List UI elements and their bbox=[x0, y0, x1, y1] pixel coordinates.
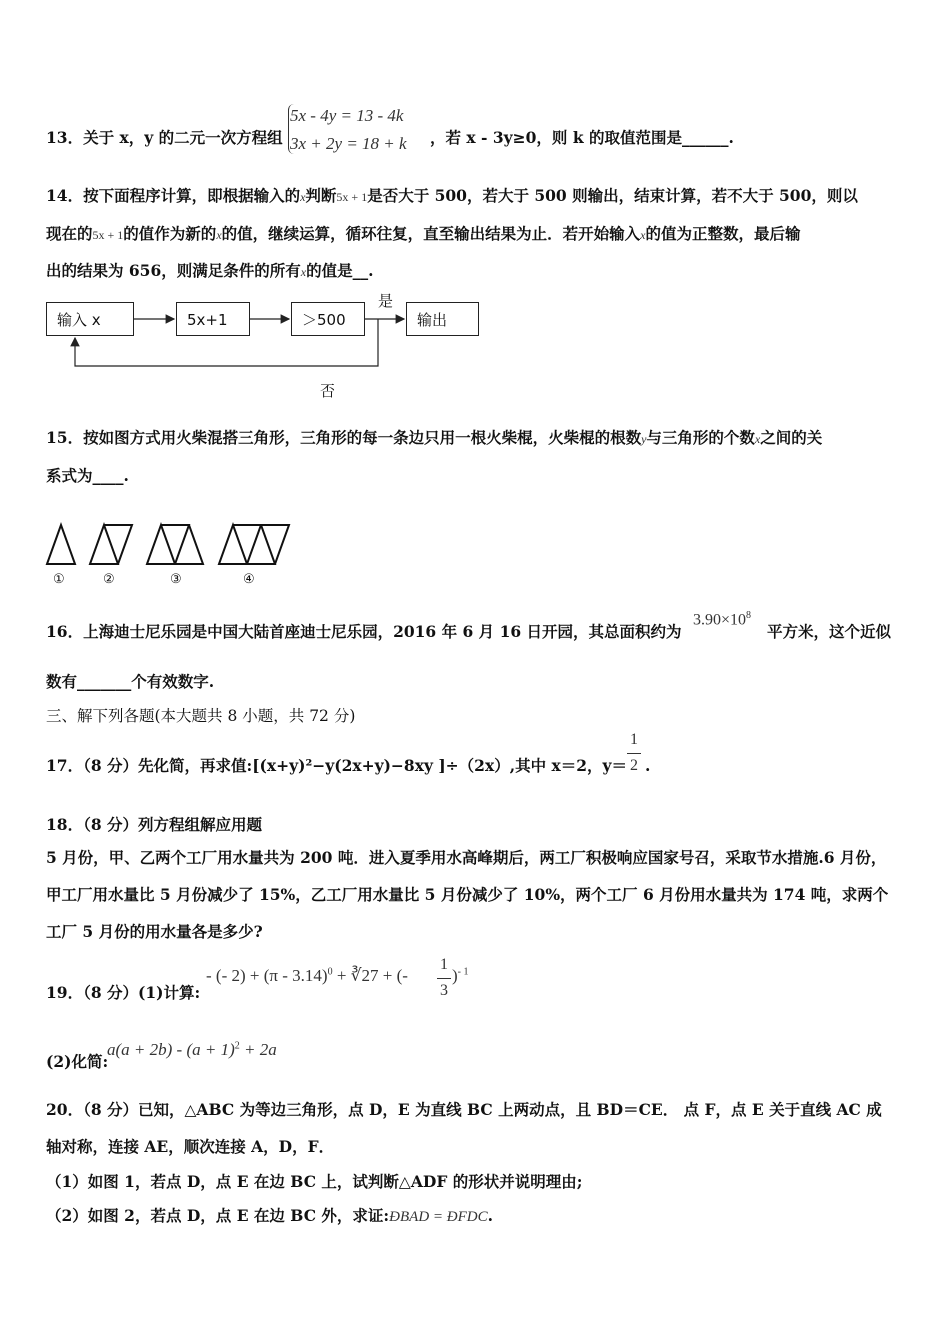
var-x: x bbox=[754, 432, 761, 446]
q15-line1 bbox=[46, 428, 822, 449]
q19-expr1 bbox=[206, 966, 408, 986]
q16-line2: 数有_______个有效数字. bbox=[46, 672, 215, 691]
triangle-figure-1 bbox=[47, 525, 75, 564]
q18-line1: 5 月份，甲、乙两个工厂用水量共为 200 吨．进入夏季用水高峰期后，两工厂积极响应国家号召，采取节水措施.6 月份， bbox=[46, 848, 887, 867]
q19-frac-den: 3 bbox=[440, 982, 448, 999]
q14-l1c: 是否大于 500，若大于 500 则输出，结束计算，若不大于 500，则以 bbox=[367, 186, 858, 205]
var-x: x bbox=[300, 190, 306, 204]
q16-number bbox=[693, 610, 751, 629]
q16-exponent: 8 bbox=[746, 610, 752, 621]
q19-expr1a: - (- 2) + (π - 3.14) bbox=[206, 966, 328, 985]
q14-l2d: 的值为正整数，最后输 bbox=[645, 224, 801, 243]
triangle-figure-2 bbox=[90, 525, 132, 564]
figure-label-1: ① bbox=[53, 572, 65, 587]
q17-frac-bar bbox=[627, 753, 641, 754]
flow-input-box: 输入 x bbox=[46, 302, 134, 336]
figure-label-4: ④ bbox=[243, 572, 255, 587]
flow-op-box: 5x+1 bbox=[176, 302, 250, 336]
q14-l1b: 判断 bbox=[305, 186, 337, 205]
q13-suffix: ，若 x - 3y≥0，则 k 的取值范围是______. bbox=[430, 128, 734, 147]
q19-expr2a: a(a + 2b) - (a + 1) bbox=[107, 1040, 235, 1059]
q19-part1-label: 19．（8 分）(1)计算: bbox=[46, 983, 201, 1002]
var-x: x bbox=[300, 265, 307, 279]
q16-l1b: 平方米，这个近似 bbox=[767, 622, 892, 641]
var-y: y bbox=[641, 432, 647, 446]
flow-arrows bbox=[0, 0, 950, 400]
q20-line2: 轴对称，连接 AE，顺次连接 A，D，F． bbox=[46, 1137, 335, 1156]
q19-expr1c bbox=[452, 966, 469, 986]
section-3-heading: 三、解下列各题(本大题共 8 小题，共 72 分) bbox=[46, 707, 356, 725]
q14-l3b: 的值是__. bbox=[306, 261, 374, 280]
q14-l2c: 的值，继续运算，循环往复，直至输出结果为止．若开始输入 bbox=[221, 224, 641, 243]
equation-2: 3x + 2y = 18 + k bbox=[290, 134, 407, 153]
flow-cond-box: ＞500 bbox=[291, 302, 365, 336]
figure-label-3: ③ bbox=[170, 572, 182, 587]
q20-line1: 20．（8 分）已知，△ABC 为等边三角形，点 D，E 为直线 BC 上两动点，且 BD＝CE． 点 F，点 E 关于直线 AC 成 bbox=[46, 1100, 882, 1119]
q19-expr1b: + ∛27 + (- bbox=[336, 966, 408, 985]
q18-title: 18．（8 分）列方程组解应用题 bbox=[46, 815, 263, 834]
var-x: x bbox=[216, 228, 222, 242]
q15-line2: 系式为____. bbox=[46, 466, 129, 485]
figure-label-2: ② bbox=[103, 572, 115, 587]
q17-frac-num: 1 bbox=[630, 731, 638, 748]
equation-1: 5x - 4y = 13 - 4k bbox=[290, 106, 404, 125]
q20-line4 bbox=[46, 1206, 493, 1227]
expr-5x1: 5x + 1 bbox=[336, 190, 368, 204]
var-x: x bbox=[640, 228, 646, 242]
q19-exp-minus1: - 1 bbox=[457, 966, 469, 978]
q16-l1a: 16．上海迪士尼乐园是中国大陆首座迪士尼乐园，2016 年 6 月 16 日开园，其总面积约为 bbox=[46, 622, 682, 641]
q14-l1a: 14．按下面程序计算，即根据输入的 bbox=[46, 186, 301, 205]
matchstick-triangles bbox=[44, 522, 304, 572]
q18-line2: 甲工厂用水量比 5 月份减少了 15%，乙工厂用水量比 5 月份减少了 10%，两个工厂 6 月份用水量共为 174 吨，求两个 bbox=[46, 885, 889, 904]
q20-l4b: . bbox=[487, 1206, 494, 1225]
q17-frac-den: 2 bbox=[630, 757, 638, 774]
flow-yes-label: 是 bbox=[378, 292, 394, 310]
expr-5x1: 5x + 1 bbox=[92, 228, 124, 242]
q18-line3: 工厂 5 月份的用水量各是多少? bbox=[46, 922, 263, 941]
q20-line3: （1）如图 1，若点 D，点 E 在边 BC 上，试判断△ADF 的形状并说明理由; bbox=[46, 1172, 583, 1191]
q20-l4a: （2）如图 2，若点 D，点 E 在边 BC 外，求证: bbox=[46, 1206, 390, 1225]
triangle-figure-4 bbox=[219, 525, 289, 564]
q15-l1b: 与三角形的个数 bbox=[646, 428, 755, 447]
q14-l3a: 出的结果为 656，则满足条件的所有 bbox=[46, 261, 301, 280]
q19-exp2: 2 bbox=[234, 1040, 240, 1052]
q13-prefix: 13．关于 x，y 的二元一次方程组 bbox=[46, 128, 283, 147]
q16-line1 bbox=[46, 622, 682, 642]
q14-l2b: 的值作为新的 bbox=[123, 224, 217, 243]
q14-l2a: 现在的 bbox=[46, 224, 93, 243]
q19-close-paren: ) bbox=[452, 966, 458, 985]
flow-output-box: 输出 bbox=[406, 302, 479, 336]
q19-expr2 bbox=[107, 1040, 277, 1060]
q17-text: 17．（8 分）先化简，再求值:[(x+y)²−y(2x+y)−8xy ]÷（2x）,其中 x＝2，y＝ bbox=[46, 756, 628, 775]
q19-frac-num: 1 bbox=[440, 956, 448, 973]
q17-end: . bbox=[645, 756, 651, 775]
q15-l1c: 之间的关 bbox=[760, 428, 823, 447]
q19-frac-bar bbox=[437, 978, 451, 979]
triangle-figure-3 bbox=[147, 525, 203, 564]
flow-no-label: 否 bbox=[320, 382, 336, 400]
q19-expr2b: + 2a bbox=[244, 1040, 277, 1059]
q19-exp0: 0 bbox=[327, 966, 333, 978]
q16-mantissa: 3.90×10 bbox=[693, 611, 747, 629]
q19-part2-label: (2)化简: bbox=[46, 1052, 109, 1071]
q20-angle-expr: ÐBAD = ÐFDC bbox=[389, 1209, 488, 1225]
arrow-loop-back bbox=[75, 319, 378, 366]
q15-l1a: 15．按如图方式用火柴混搭三角形，三角形的每一条边只用一根火柴棍，火柴棍的根数 bbox=[46, 428, 642, 447]
